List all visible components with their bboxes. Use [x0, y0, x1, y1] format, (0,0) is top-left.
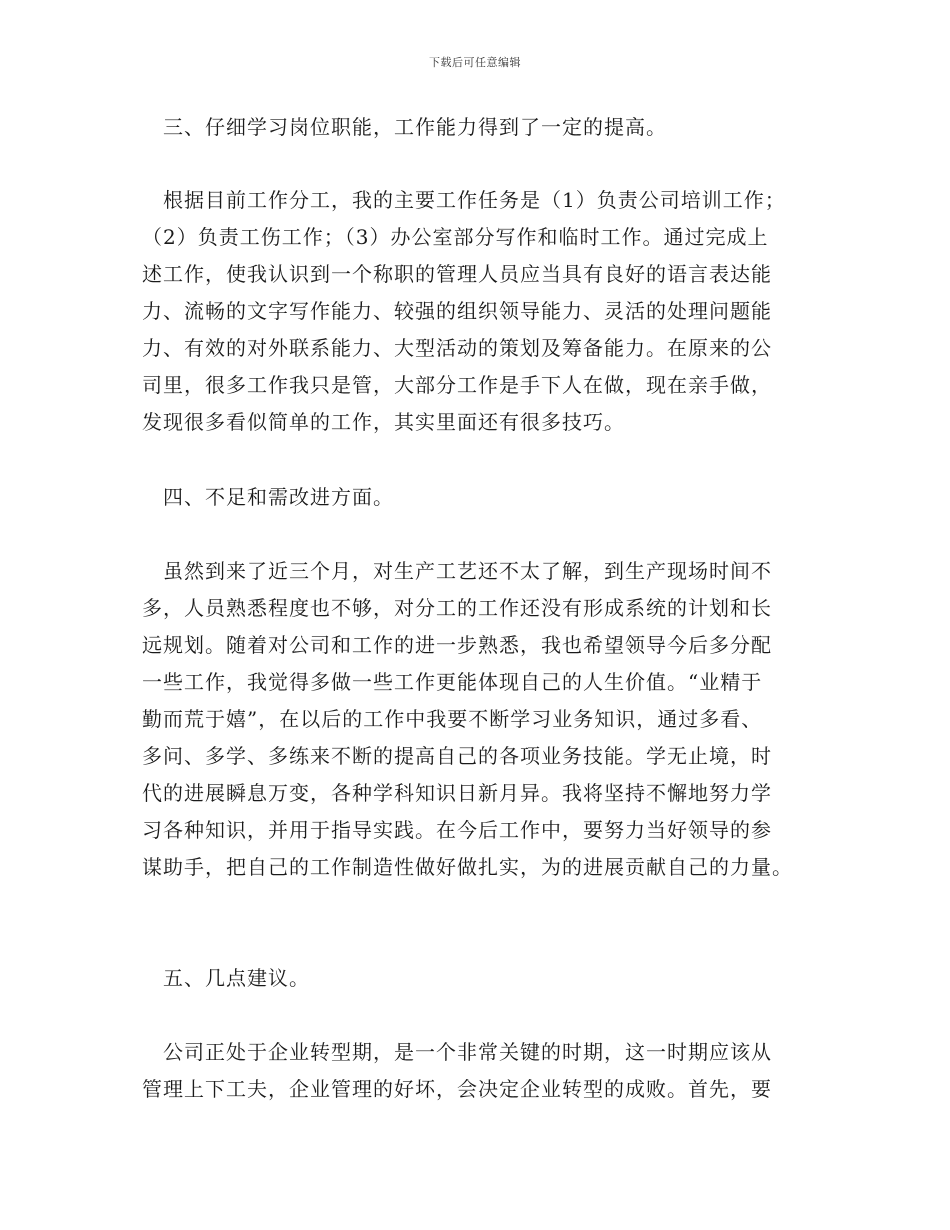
paragraph-line: 司里，很多工作我只是管，大部分工作是手下人在做，现在亲手做， [142, 373, 772, 397]
paragraph-line: 力、流畅的文字写作能力、较强的组织领导能力、灵活的处理问题能 [142, 299, 772, 323]
paragraph-line: 发现很多看似简单的工作，其实里面还有很多技巧。 [142, 410, 625, 434]
paragraph-line: 多，人员熟悉程度也不够，对分工的工作还没有形成系统的计划和长 [142, 596, 772, 620]
section-heading-3: 三、仔细学习岗位职能，工作能力得到了一定的提高。 [142, 115, 667, 139]
paragraph-line: 力、有效的对外联系能力、大型活动的策划及筹备能力。在原来的公 [142, 336, 772, 360]
paragraph-line: 虽然到来了近三个月，对生产工艺还不太了解，到生产现场时间不 [142, 559, 772, 583]
paragraph-line: 远规划。随着对公司和工作的进一步熟悉，我也希望领导今后多分配 [142, 633, 772, 657]
paragraph-line: 代的进展瞬息万变，各种学科知识日新月异。我将坚持不懈地努力学 [142, 781, 772, 805]
paragraph-line: （2）负责工伤工作；（3）办公室部分写作和临时工作。通过完成上 [142, 225, 769, 249]
section-heading-5: 五、几点建议。 [142, 966, 310, 990]
paragraph-line: 一些工作，我觉得多做一些工作更能体现自己的人生价值。“业精于 [142, 670, 763, 694]
paragraph-line: 述工作，使我认识到一个称职的管理人员应当具有良好的语言表达能 [142, 262, 772, 286]
page-header: 下载后可任意编辑 [429, 56, 521, 69]
paragraph-line: 公司正处于企业转型期，是一个非常关键的时期，这一时期应该从 [142, 1040, 772, 1064]
section-heading-4: 四、不足和需改进方面。 [142, 485, 394, 509]
paragraph-line: 多问、多学、多练来不断的提高自己的各项业务技能。学无止境，时 [142, 744, 772, 768]
paragraph-line: 谋助手，把自己的工作制造性做好做扎实，为的进展贡献自己的力量。 [142, 855, 793, 879]
paragraph-line: 勤而荒于嬉”，在以后的工作中我要不断学习业务知识，通过多看、 [142, 707, 763, 731]
paragraph-line: 根据目前工作分工，我的主要工作任务是（1）负责公司培训工作； [142, 188, 786, 212]
paragraph-line: 习各种知识，并用于指导实践。在今后工作中，要努力当好领导的参 [142, 818, 772, 842]
paragraph-line: 管理上下工夫，企业管理的好坏，会决定企业转型的成败。首先，要 [142, 1077, 772, 1101]
